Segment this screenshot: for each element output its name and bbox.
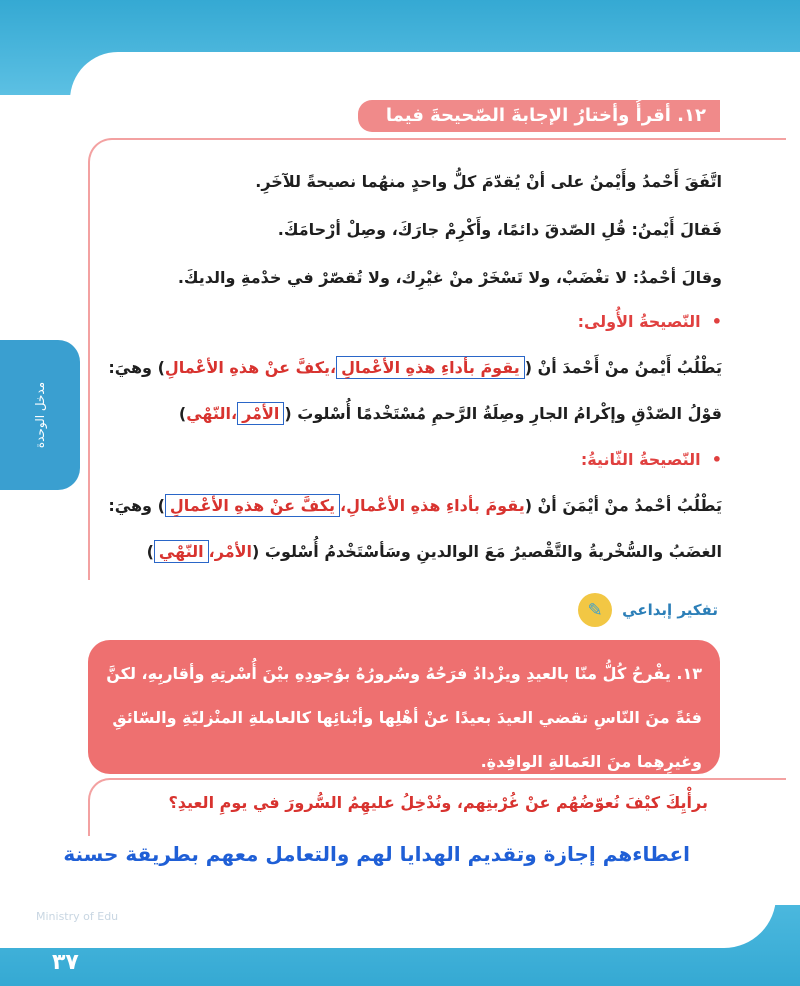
advice-2-option-refrain[interactable]: يكفَّ عنْ هذهِ الأعْمالِ	[165, 494, 340, 517]
advice-2-line1-start: يَطْلُبُ أحْمدُ منْ أيْمَنَ أنْ (	[524, 496, 722, 515]
advice-1-line1-end: ) وهيَ:	[108, 358, 165, 377]
creative-thinking-row	[578, 590, 718, 630]
advice-2-line1-end: ) وهيَ:	[108, 496, 165, 515]
advice-1-separator: ،	[330, 358, 337, 377]
advice-2-heading	[581, 450, 722, 469]
unit-side-tab-label: مدخل الوحدة	[33, 381, 47, 449]
advice-2-option-perform[interactable]: يقومَ بأداءِ هذهِ الأعْمالِ	[346, 496, 525, 515]
bullet-icon: •	[700, 450, 722, 469]
advice-1-style-line: قوْلُ الصّدْقِ وإكْرامُ الجارِ وصِلَةُ الرَّحمِ مُسْتَخْدمًا أُسْلوبَ (الأمْر،النّهْي)	[178, 404, 722, 423]
advice-2-heading-text: النّصيحةُ الثّانيةُ:	[580, 450, 701, 469]
advice-1-choice-line	[108, 358, 722, 377]
advice-2-line2-end: )	[146, 542, 154, 561]
advice-1-line2-start: قوْلُ الصّدْقِ وإكْرامُ الجارِ وصِلَةُ الرَّحمِ مُسْتَخْدمًا أُسْلوبَ (	[284, 404, 722, 423]
advice-2-line2-start: الغضَبُ والسُّخْريةُ والتَّقْصيرُ مَعَ الوالدينِ وسَأسْتَخْدمُ أُسْلوبَ (	[252, 542, 722, 561]
intro-line-1: اتَّفَقَ أَحْمدُ وأَيْمنُ على أنْ يُقدّمَ كلُّ واحدٍ منهُما نصيحةً للآخَرِ.	[255, 172, 722, 191]
advice-1-heading-text: النّصيحةُ الأُولى:	[577, 312, 701, 331]
page-number: ٣٧	[52, 950, 79, 975]
advice-2-style-prohibition[interactable]: النّهْي	[154, 540, 209, 563]
creative-thinking-label: تفكير إبداعي	[622, 601, 718, 619]
question-13-box: ١٣. يفْرحُ كُلُّ منّا بالعيدِ ويزْدادُ فرَحُهُ وسُرورُهُ بوُجودِهِ بيْنَ أُسْرتِهِ وأقاربِهِ، لكنَّ فئةً منَ النّاسِ تقضي العيدَ بعيدًا عنْ أهْلِها وأبْنائِها كالعاملةِ المنْزليّةِ والسّائقِ وغيرِهِما منَ العَمالةِ الوافِدةِ.	[88, 640, 720, 774]
advice-2-choice-line	[108, 496, 722, 515]
handwritten-answer[interactable]: اعطاءهم إجازة وتقديم الهدايا لهم والتعامل معهم بطريقة حسنة	[63, 842, 690, 866]
advice-1-option-perform[interactable]: يقومَ بأداءِ هذهِ الأعْمالِ	[336, 356, 525, 379]
advice-1-style-command[interactable]: الأمْر	[237, 402, 284, 425]
unit-side-tab	[0, 340, 80, 490]
intro-line-2: فَقالَ أَيْمنُ: قُلِ الصّدقَ دائمًا، وأَكْرِمْ جارَكَ، وصِلْ أرْحامَكَ.	[277, 220, 722, 239]
question-13-prompt: برأْيِكَ كيْفَ نُعوّضُهُم عنْ غُرْبتِهم، ونُدْخِلُ عليهِمُ السُّرورَ في يومِ العيدِ؟	[168, 793, 708, 812]
intro-line-3: وقالَ أحْمدُ: لا تغْضَبْ، ولا تَسْخَرْ منْ غيْرِك، ولا تُقصّرْ في خدْمةِ والديكَ.	[177, 268, 722, 287]
advice-1-style-prohibition[interactable]: النّهْي	[186, 404, 232, 423]
advice-1-line1-start: يَطْلُبُ أَيْمنُ منْ أَحْمدَ أنْ (	[524, 358, 722, 377]
watermark: Ministry of Edu	[36, 910, 119, 923]
advice-2-style-command[interactable]: الأمْر	[214, 542, 252, 561]
advice-1-line2-end: )	[178, 404, 187, 423]
bullet-icon: •	[700, 312, 722, 331]
advice-2-separator: ،	[340, 496, 347, 515]
lightbulb-icon: ✎	[578, 593, 612, 627]
question-12-title: ١٢. أقرأُ وأختارُ الإجابةَ الصّحيحةَ فيما يأتي:	[358, 100, 720, 132]
advice-1-option-refrain[interactable]: يكفَّ عنْ هذهِ الأعْمالِ	[164, 358, 331, 377]
advice-1-heading	[578, 312, 722, 331]
advice-2-style-line: الغضَبُ والسُّخْريةُ والتَّقْصيرُ مَعَ الوالدينِ وسَأسْتَخْدمُ أُسْلوبَ (الأمْر،النّهْي)	[146, 542, 722, 561]
